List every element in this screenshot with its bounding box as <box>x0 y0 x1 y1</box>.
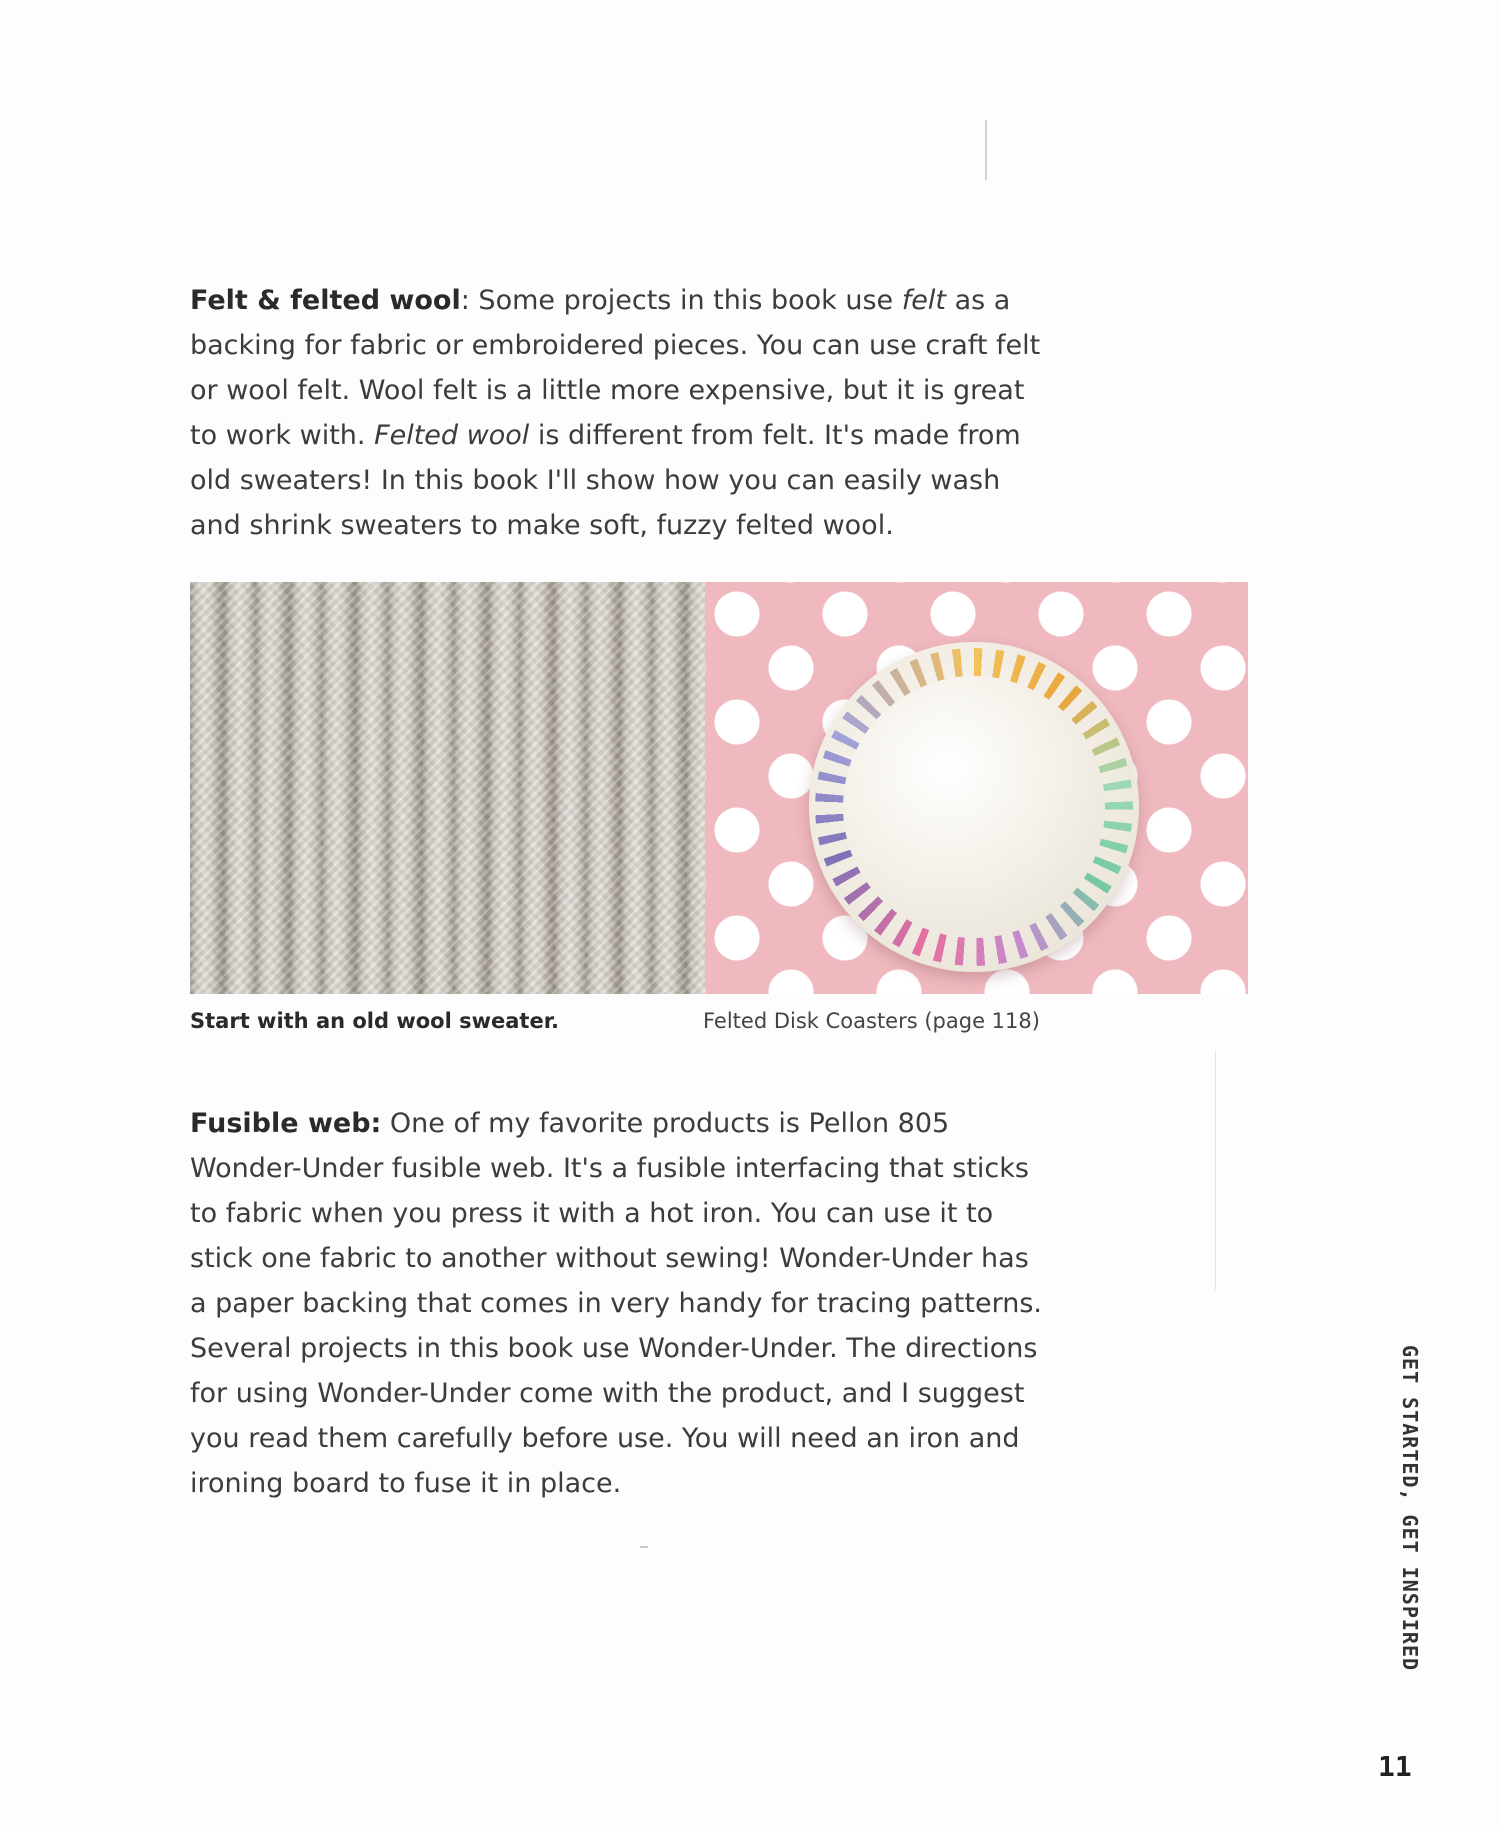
wool-sweater-photo <box>190 582 705 994</box>
coaster-center <box>843 676 1105 938</box>
sweater-caption: Start with an old wool sweater. <box>190 1009 560 1033</box>
felted-wool-term: Felted wool <box>374 420 530 451</box>
felt-text-3: is different from felt. It's made from old sweaters! In this book I'll show how you can easily wash and shrink sweaters to make soft, fuzzy felted wool. <box>190 420 1021 541</box>
fusible-web-text: One of my favorite products is Pellon 805 Wonder-Under fusible web. It's a fusible interfacing that sticks to fabric when you press it with a hot iron. You can use it to stick one fabric to another without sewing! Wonder-Under has a paper backing that comes in very handy for tracing patterns. Several projects in this book use Wonder-Under. The directions for using Wonder-Under come with the product, and I suggest you read them carefully before use. You will need an iron and ironing board to fuse it in place. <box>190 1108 1042 1499</box>
scan-mark <box>985 120 987 180</box>
felt-heading-colon: : <box>460 285 470 316</box>
scan-mark <box>1215 1050 1216 1290</box>
felt-text-1: Some projects in this book use <box>469 285 902 316</box>
fusible-web-paragraph <box>190 1101 1050 1506</box>
scan-mark <box>640 1546 648 1548</box>
fusible-web-heading: Fusible web: <box>190 1108 382 1139</box>
felted-coaster-photo <box>705 582 1248 994</box>
coaster-caption: Felted Disk Coasters (page 118) <box>703 1009 1040 1033</box>
page-number: 11 <box>1378 1750 1412 1783</box>
felt-heading: Felt & felted wool <box>190 285 461 316</box>
photo-strip <box>190 582 1248 994</box>
felt-term: felt <box>901 285 946 316</box>
felted-disk-coaster <box>809 642 1139 972</box>
running-head: GET STARTED, GET INSPIRED <box>1398 1345 1422 1672</box>
felt-text-2: as a backing for fabric or embroidered pieces. You can use craft felt or wool felt. Wool felt is a little more expensive, but it is great to work with. <box>190 285 1041 451</box>
felt-paragraph <box>190 278 1050 548</box>
